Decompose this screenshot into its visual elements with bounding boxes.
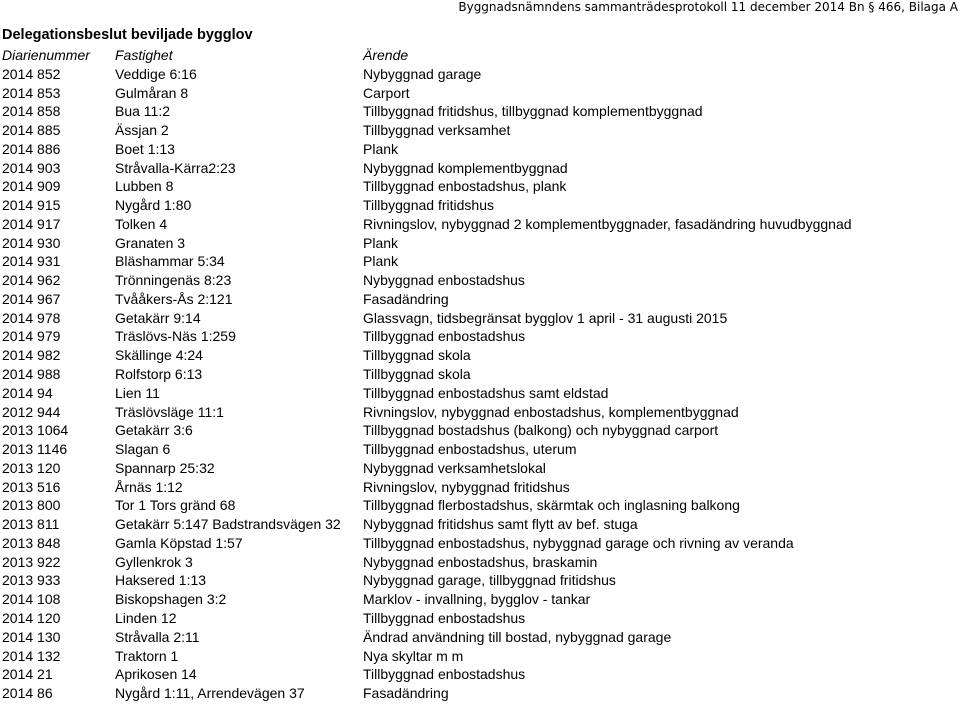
diarienummer-cell: 2013 1146 <box>2 441 68 458</box>
diarienummer-cell: 2014 130 <box>2 628 61 645</box>
diarienummer-cell: 2014 909 <box>2 178 61 195</box>
arende-cell: Nybyggnad fritidshus samt flytt av bef. stuga <box>363 516 638 533</box>
arende-cell: Tillbyggnad skola <box>363 366 471 383</box>
fastighet-cell: Nygård 1:11, Arrendevägen 37 <box>115 685 305 702</box>
table-row <box>2 534 960 553</box>
diarienummer-cell: 2014 858 <box>2 103 61 120</box>
arende-cell: Plank <box>363 140 399 157</box>
arende-cell: Nybyggnad komplementbyggnad <box>363 159 568 176</box>
arende-cell: Nybyggnad enbostadshus, braskamin <box>363 553 598 570</box>
diarienummer-cell: 2014 885 <box>2 122 61 139</box>
diarienummer-cell: 2014 886 <box>2 140 61 157</box>
arende-cell: Plank <box>363 234 399 251</box>
diarienummer-cell: 2014 94 <box>2 384 53 401</box>
fastighet-cell: Bua 11:2 <box>115 103 171 120</box>
diarienummer-cell: 2014 979 <box>2 328 61 345</box>
fastighet-cell: Träslövsläge 11:1 <box>115 403 224 420</box>
diarienummer-cell: 2014 931 <box>2 253 61 270</box>
diarienummer-cell: 2014 930 <box>2 234 61 251</box>
fastighet-cell: Stråvalla 2:11 <box>115 628 200 645</box>
arende-cell: Tillbyggnad enbostadshus <box>363 328 526 345</box>
table-row <box>2 65 960 84</box>
column-header-diarienummer: Diarienummer <box>2 47 90 63</box>
column-header-arende: Ärende <box>363 47 409 63</box>
diarienummer-cell: 2014 988 <box>2 366 61 383</box>
fastighet-cell: Veddige 6:16 <box>115 65 197 82</box>
arende-cell: Glassvagn, tidsbegränsat bygglov 1 april - 31 augusti 2015 <box>363 309 728 326</box>
table-row <box>2 234 960 253</box>
table-row <box>2 309 960 328</box>
table-row <box>2 440 960 459</box>
table-row <box>2 215 960 234</box>
arende-cell: Tillbyggnad flerbostadshus, skärmtak och inglasning balkong <box>363 497 740 514</box>
fastighet-cell: Lien 11 <box>115 384 160 401</box>
table-row <box>2 327 960 346</box>
fastighet-cell: Biskopshagen 3:2 <box>115 591 227 608</box>
arende-cell: Marklov - invallning, bygglov - tankar <box>363 591 591 608</box>
arende-cell: Tillbyggnad enbostadshus, plank <box>363 178 567 195</box>
diarienummer-cell: 2014 915 <box>2 197 61 214</box>
diarienummer-cell: 2014 917 <box>2 215 61 232</box>
arende-cell: Plank <box>363 253 399 270</box>
arende-cell: Fasadändring <box>363 290 449 307</box>
fastighet-cell: Boet 1:13 <box>115 140 175 157</box>
fastighet-cell: Bläshammar 5:34 <box>115 253 225 270</box>
table-body <box>2 65 960 703</box>
table-row <box>2 496 960 515</box>
diarienummer-cell: 2013 922 <box>2 553 61 570</box>
diarienummer-cell: 2013 800 <box>2 497 61 514</box>
fastighet-cell: Haksered 1:13 <box>115 572 207 589</box>
document-title: Delegationsbeslut beviljade bygglov <box>2 27 253 43</box>
diarienummer-cell: 2014 903 <box>2 159 61 176</box>
arende-cell: Nya skyltar m m <box>363 647 464 664</box>
fastighet-cell: Tor 1 Tors gränd 68 <box>115 497 236 514</box>
arende-cell: Nybyggnad verksamhetslokal <box>363 459 546 476</box>
arende-cell: Tillbyggnad skola <box>363 347 471 364</box>
arende-cell: Rivningslov, nybyggnad fritidshus <box>363 478 570 495</box>
diarienummer-cell: 2014 978 <box>2 309 61 326</box>
fastighet-cell: Gamla Köpstad 1:57 <box>115 534 243 551</box>
diarienummer-cell: 2014 967 <box>2 290 61 307</box>
table-row <box>2 628 960 647</box>
table-row <box>2 571 960 590</box>
arende-cell: Rivningslov, nybyggnad enbostadshus, komplementbyggnad <box>363 403 739 420</box>
table-row <box>2 384 960 403</box>
fastighet-cell: Gulmåran 8 <box>115 84 189 101</box>
fastighet-cell: Gyllenkrok 3 <box>115 553 193 570</box>
fastighet-cell: Rolfstorp 6:13 <box>115 366 203 383</box>
table-row <box>2 647 960 666</box>
diarienummer-cell: 2014 108 <box>2 591 61 608</box>
table-row <box>2 177 960 196</box>
table-row <box>2 553 960 572</box>
fastighet-cell: Aprikosen 14 <box>115 666 197 683</box>
fastighet-cell: Tvååkers-Ås 2:121 <box>115 290 233 307</box>
column-header-fastighet: Fastighet <box>115 47 173 63</box>
table-row <box>2 515 960 534</box>
fastighet-cell: Stråvalla-Kärra2:23 <box>115 159 236 176</box>
table-row <box>2 459 960 478</box>
arende-cell: Tillbyggnad bostadshus (balkong) och nybyggnad carport <box>363 422 719 439</box>
table-row <box>2 159 960 178</box>
arende-cell: Tillbyggnad enbostadshus <box>363 609 526 626</box>
diarienummer-cell: 2014 962 <box>2 272 61 289</box>
table-row <box>2 665 960 684</box>
arende-cell: Ändrad användning till bostad, nybyggnad garage <box>363 628 672 645</box>
fastighet-cell: Årnäs 1:12 <box>115 478 183 495</box>
fastighet-cell: Ässjan 2 <box>115 122 169 139</box>
table-row <box>2 609 960 628</box>
table-row <box>2 290 960 309</box>
table-row <box>2 421 960 440</box>
table-row <box>2 478 960 497</box>
fastighet-cell: Getakärr 5:147 Badstrandsvägen 32 <box>115 516 341 533</box>
fastighet-cell: Linden 12 <box>115 609 177 626</box>
fastighet-cell: Granaten 3 <box>115 234 186 251</box>
arende-cell: Fasadändring <box>363 685 449 702</box>
table-row <box>2 403 960 422</box>
table-row <box>2 140 960 159</box>
table-row <box>2 346 960 365</box>
diarienummer-cell: 2013 811 <box>2 516 60 533</box>
fastighet-cell: Trönningenäs 8:23 <box>115 272 232 289</box>
fastighet-cell: Skällinge 4:24 <box>115 347 203 364</box>
table-row <box>2 684 960 703</box>
fastighet-cell: Slagan 6 <box>115 441 171 458</box>
arende-cell: Tillbyggnad fritidshus <box>363 197 494 214</box>
decision-table <box>2 46 960 703</box>
diarienummer-cell: 2014 132 <box>2 647 61 664</box>
table-row <box>2 84 960 103</box>
page-header: Byggnadsnämndens sammanträdesprotokoll 11 december 2014 Bn § 466, Bilaga A <box>458 0 958 14</box>
arende-cell: Rivningslov, nybyggnad 2 komplementbyggnader, fasadändring huvudbyggnad <box>363 215 852 232</box>
arende-cell: Tillbyggnad enbostadshus, uterum <box>363 441 577 458</box>
table-row <box>2 196 960 215</box>
diarienummer-cell: 2014 21 <box>2 666 53 683</box>
table-row <box>2 590 960 609</box>
table-row <box>2 121 960 140</box>
diarienummer-cell: 2014 852 <box>2 65 61 82</box>
diarienummer-cell: 2013 1064 <box>2 422 69 439</box>
fastighet-cell: Tolken 4 <box>115 215 168 232</box>
table-row <box>2 365 960 384</box>
diarienummer-cell: 2013 120 <box>2 459 61 476</box>
diarienummer-cell: 2012 944 <box>2 403 61 420</box>
fastighet-cell: Nygård 1:80 <box>115 197 192 214</box>
table-row <box>2 252 960 271</box>
fastighet-cell: Spannarp 25:32 <box>115 459 215 476</box>
diarienummer-cell: 2014 120 <box>2 609 61 626</box>
diarienummer-cell: 2013 516 <box>2 478 61 495</box>
diarienummer-cell: 2013 933 <box>2 572 61 589</box>
diarienummer-cell: 2014 982 <box>2 347 61 364</box>
fastighet-cell: Getakärr 9:14 <box>115 309 201 326</box>
table-row <box>2 102 960 121</box>
arende-cell: Tillbyggnad fritidshus, tillbyggnad komplementbyggnad <box>363 103 703 120</box>
arende-cell: Tillbyggnad verksamhet <box>363 122 511 139</box>
fastighet-cell: Getakärr 3:6 <box>115 422 193 439</box>
table-row <box>2 271 960 290</box>
table-header-row <box>2 46 960 65</box>
arende-cell: Tillbyggnad enbostadshus samt eldstad <box>363 384 609 401</box>
arende-cell: Carport <box>363 84 410 101</box>
fastighet-cell: Träslövs-Näs 1:259 <box>115 328 236 345</box>
arende-cell: Tillbyggnad enbostadshus <box>363 666 526 683</box>
arende-cell: Nybyggnad garage, tillbyggnad fritidshus <box>363 572 616 589</box>
fastighet-cell: Traktorn 1 <box>115 647 179 664</box>
arende-cell: Nybyggnad garage <box>363 65 482 82</box>
diarienummer-cell: 2014 853 <box>2 84 61 101</box>
diarienummer-cell: 2013 848 <box>2 534 61 551</box>
arende-cell: Nybyggnad enbostadshus <box>363 272 525 289</box>
arende-cell: Tillbyggnad enbostadshus, nybyggnad garage och rivning av veranda <box>363 534 794 551</box>
fastighet-cell: Lubben 8 <box>115 178 174 195</box>
diarienummer-cell: 2014 86 <box>2 685 53 702</box>
